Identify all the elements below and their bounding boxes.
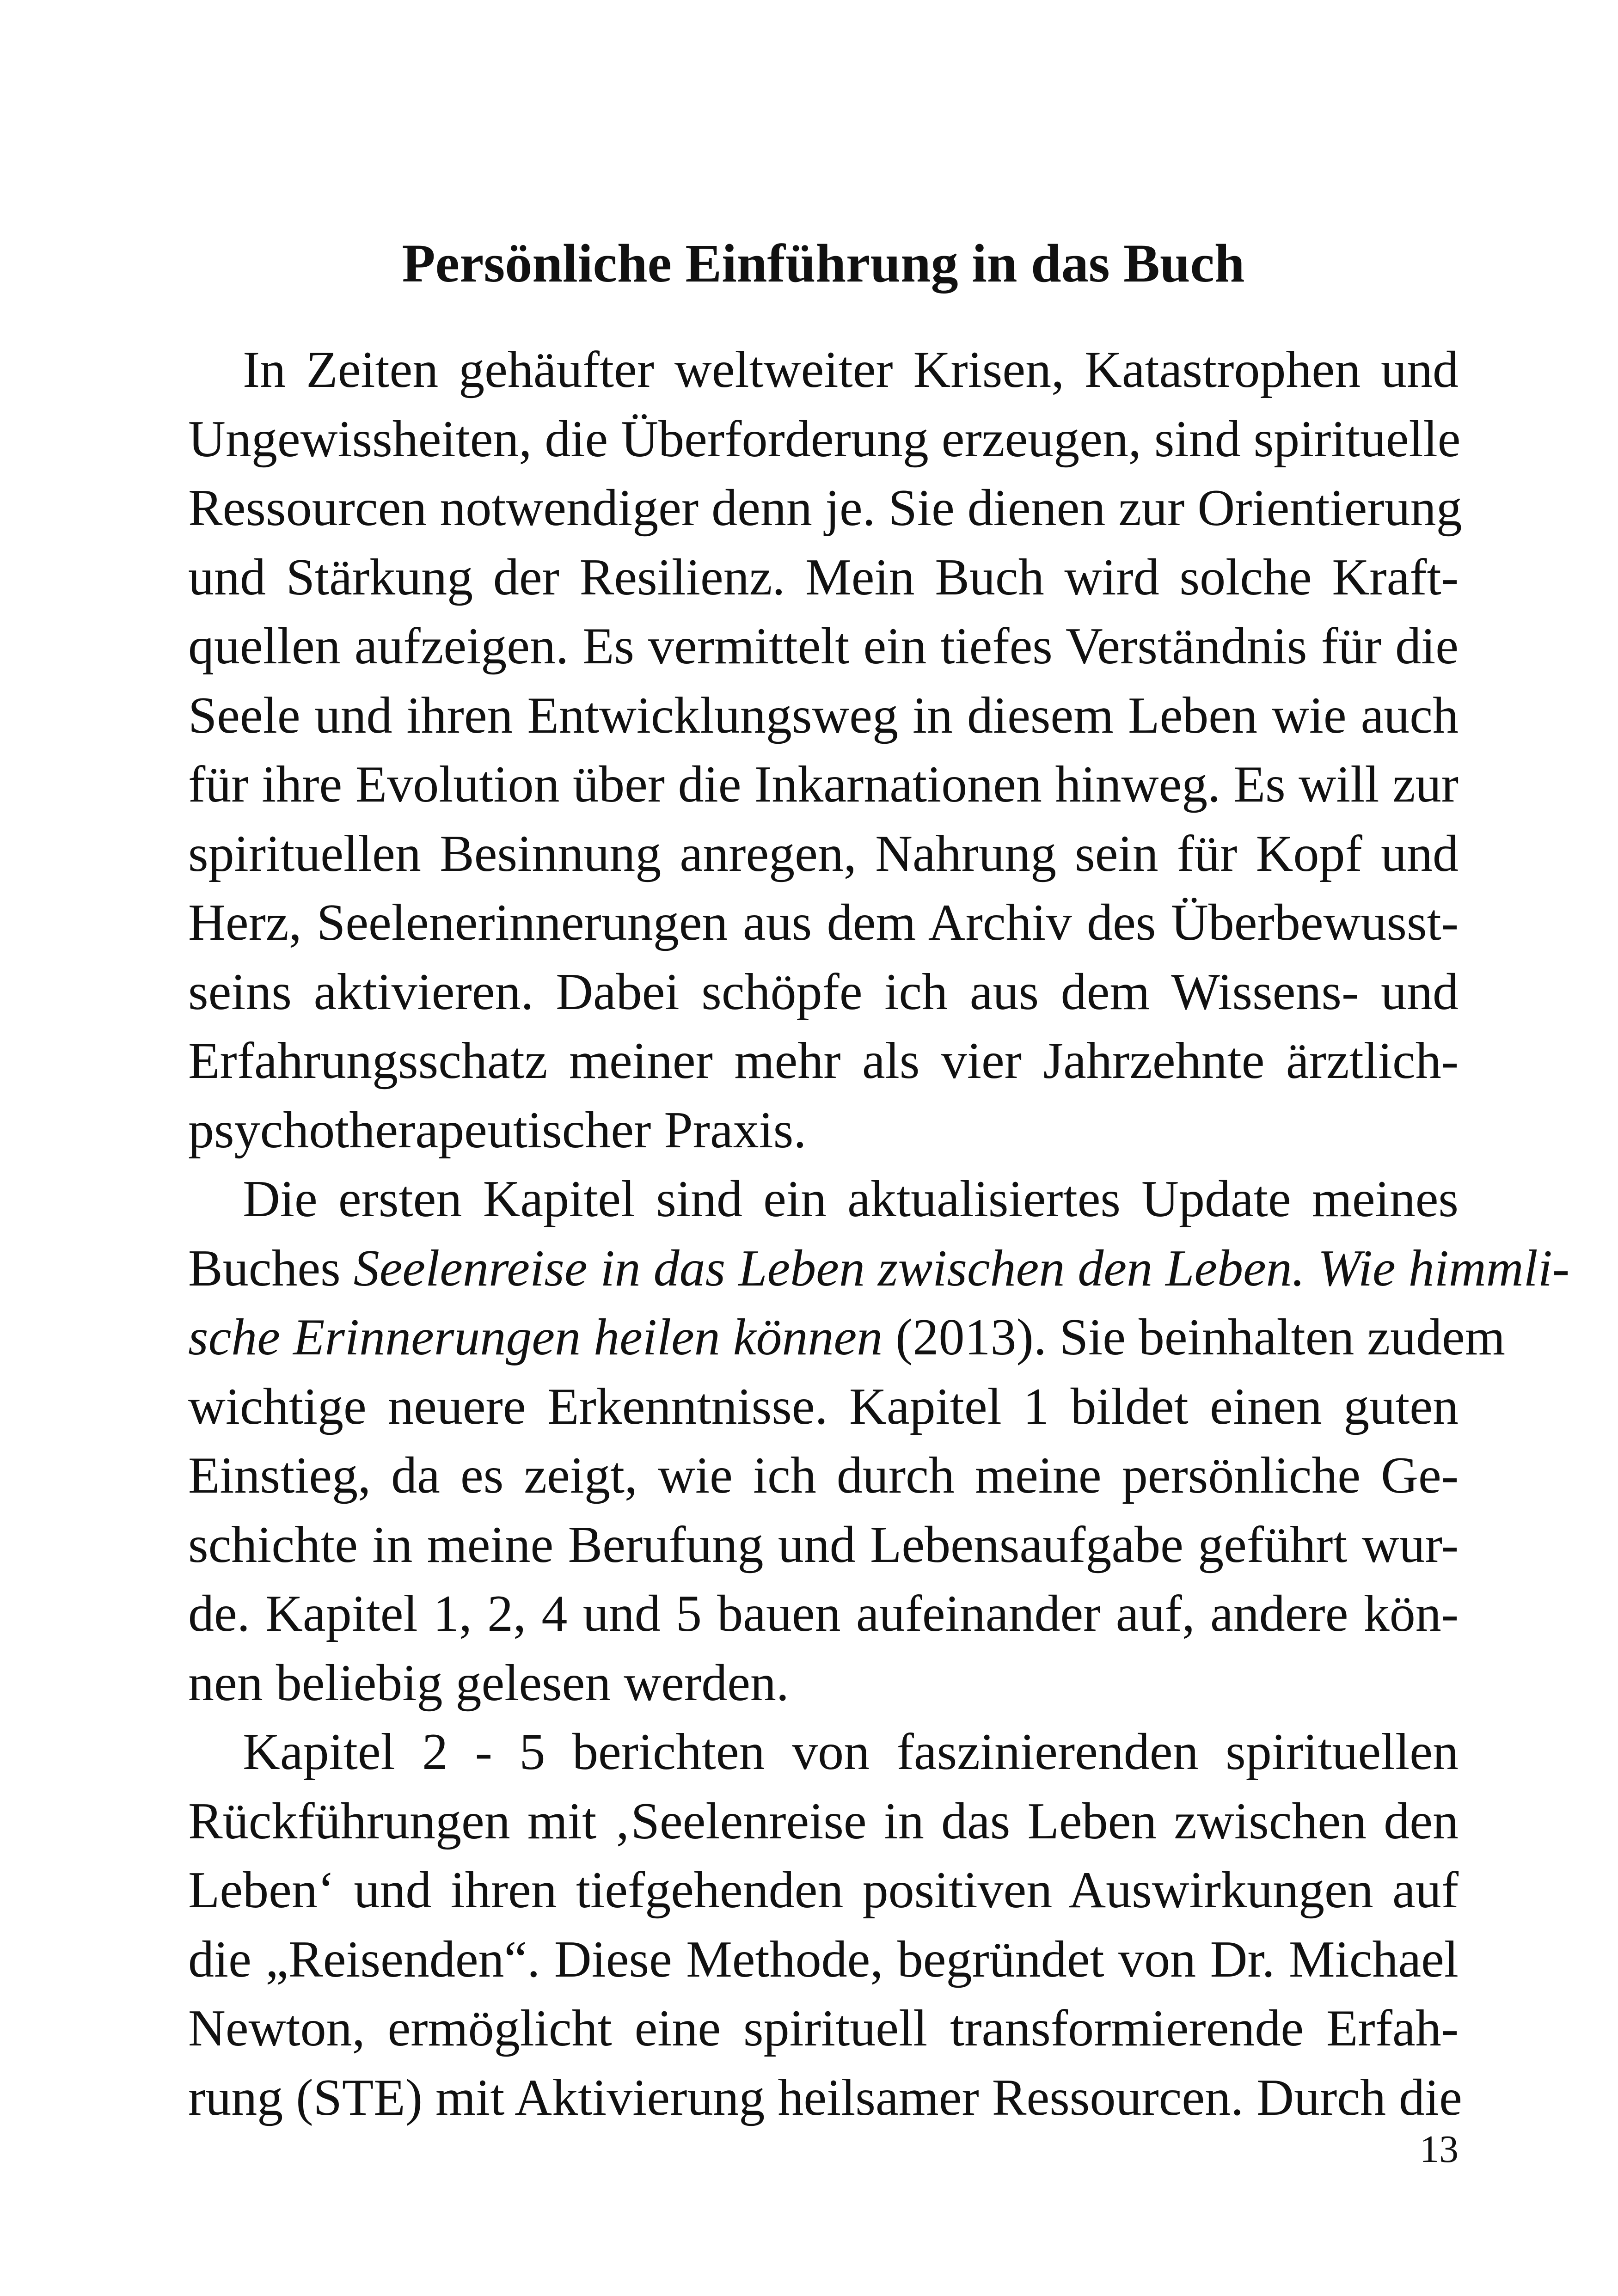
chapter-title: Persönliche Einführung in das Buch xyxy=(402,233,1245,294)
text-line xyxy=(188,1649,1459,1718)
text-segment: Rückführungen mit ‚Seelenreise in das Leben zwischen den xyxy=(188,1792,1459,1850)
text-line xyxy=(188,474,1462,543)
text-line xyxy=(188,1580,1459,1649)
text-segment: die „Reisenden“. Diese Methode, begründet von Dr. Michael xyxy=(188,1930,1459,1988)
text-segment: spirituellen Besinnung anregen, Nahrung sein für Kopf und xyxy=(188,825,1459,882)
text-segment: Herz, Seelenerinnerungen aus dem Archiv des Überbewusst- xyxy=(188,894,1459,951)
text-line xyxy=(188,1234,1570,1304)
text-segment: Einstieg, da es zeigt, wie ich durch meine persönliche Ge- xyxy=(188,1447,1459,1504)
page-number: 13 xyxy=(1420,2128,1459,2171)
text-line xyxy=(188,1718,1459,1787)
text-segment: und Stärkung der Resilienz. Mein Buch wird solche Kraft- xyxy=(188,548,1459,606)
text-line xyxy=(188,1511,1459,1580)
text-line xyxy=(188,1096,1459,1165)
text-segment: Newton, ermöglicht eine spirituell transformierende Erfah- xyxy=(188,2000,1459,2057)
text-segment: Buches xyxy=(188,1239,354,1297)
text-segment: quellen aufzeigen. Es vermittelt ein tiefes Verständnis für die xyxy=(188,618,1459,675)
text-segment: nen beliebig gelesen werden. xyxy=(188,1654,789,1712)
text-segment: schichte in meine Berufung und Lebensaufgabe geführt wur- xyxy=(188,1516,1459,1574)
italic-book-title: sche Erinnerungen heilen können xyxy=(188,1309,883,1366)
text-line xyxy=(188,750,1459,820)
text-line xyxy=(188,1787,1459,1856)
text-line xyxy=(188,1372,1459,1442)
text-segment: In Zeiten gehäufter weltweiter Krisen, Katastrophen und xyxy=(243,341,1459,398)
text-line xyxy=(188,2063,1462,2133)
paragraph xyxy=(188,336,1462,1165)
text-segment: Erfahrungsschatz meiner mehr als vier Jahrzehnte ärztlich- xyxy=(188,1032,1459,1090)
text-segment: Ressourcen notwendiger denn je. Sie dienen zur Orientierung xyxy=(188,479,1462,537)
text-segment: (2013). Sie beinhalten zudem xyxy=(883,1309,1505,1366)
body-text xyxy=(188,336,1570,2132)
text-segment: Die ersten Kapitel sind ein aktualisiertes Update meines xyxy=(243,1170,1459,1228)
text-line xyxy=(188,612,1459,681)
text-line xyxy=(188,405,1459,474)
text-line xyxy=(188,543,1459,612)
text-segment: Seele und ihren Entwicklungsweg in diesem Leben wie auch xyxy=(188,686,1459,744)
text-segment: de. Kapitel 1, 2, 4 und 5 bauen aufeinander auf, andere kön- xyxy=(188,1585,1459,1642)
text-segment: seins aktivieren. Dabei schöpfe ich aus dem Wissens- und xyxy=(188,963,1459,1021)
text-line xyxy=(188,336,1459,405)
text-line xyxy=(188,1165,1459,1234)
text-segment: psychotherapeutischer Praxis. xyxy=(188,1101,807,1159)
text-line xyxy=(188,1027,1459,1096)
text-line xyxy=(188,820,1459,889)
text-segment: wichtige neuere Erkenntnisse. Kapitel 1 bildet einen guten xyxy=(188,1378,1459,1435)
text-line xyxy=(188,1303,1505,1372)
text-line xyxy=(188,1441,1459,1511)
italic-book-title: Seelenreise in das Leben zwischen den Leben. Wie himmli- xyxy=(353,1239,1570,1297)
paragraph xyxy=(188,1165,1570,1718)
text-segment: rung (STE) mit Aktivierung heilsamer Ressourcen. Durch die xyxy=(188,2069,1462,2126)
text-segment: für ihre Evolution über die Inkarnationen hinweg. Es will zur xyxy=(188,756,1459,813)
text-line xyxy=(188,1856,1459,1925)
text-line xyxy=(188,958,1459,1027)
text-line xyxy=(188,888,1459,958)
text-segment: Kapitel 2 - 5 berichten von faszinierenden spirituellen xyxy=(243,1723,1459,1781)
text-segment: Leben‘ und ihren tiefgehenden positiven Auswirkungen auf xyxy=(188,1861,1459,1919)
text-line xyxy=(188,1925,1459,1995)
text-line xyxy=(188,1994,1459,2063)
paragraph xyxy=(188,1718,1462,2132)
text-segment: Ungewissheiten, die Überforderung erzeugen, sind spirituelle xyxy=(188,410,1461,468)
text-line xyxy=(188,681,1459,751)
